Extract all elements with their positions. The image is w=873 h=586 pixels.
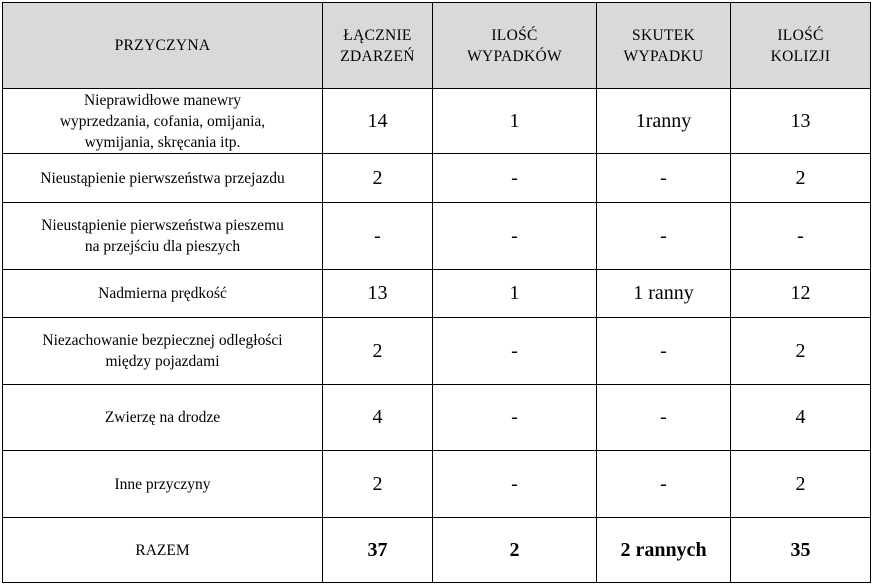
total-events-cell: 2 — [323, 451, 433, 518]
collisions-cell: 13 — [731, 89, 871, 154]
collisions-cell: 2 — [731, 318, 871, 385]
header-accidents: ILOŚĆ WYPADKÓW — [433, 3, 597, 89]
collisions-cell: 12 — [731, 270, 871, 318]
header-effect: SKUTEK WYPADKU — [597, 3, 731, 89]
table-row — [3, 385, 871, 451]
table-row — [3, 318, 871, 385]
accidents-cell: 1 — [433, 89, 597, 154]
header-cause: PRZYCZYNA — [3, 3, 323, 89]
total-events-cell: 14 — [323, 89, 433, 154]
cause-cell: Nadmierna prędkość — [3, 270, 323, 318]
cause-cell: Nieprawidłowe manewry wyprzedzania, cofania, omijania, wymijania, skręcania itp. — [3, 89, 323, 154]
totals-effect-cell: 2 rannych — [597, 518, 731, 583]
collisions-cell: 2 — [731, 154, 871, 203]
collisions-cell: 2 — [731, 451, 871, 518]
effect-cell: - — [597, 154, 731, 203]
cause-cell: Niezachowanie bezpiecznej odległości między pojazdami — [3, 318, 323, 385]
table-row — [3, 270, 871, 318]
header-row — [3, 3, 871, 89]
collisions-cell: - — [731, 203, 871, 270]
cause-cell: Inne przyczyny — [3, 451, 323, 518]
totals-label: RAZEM — [3, 518, 323, 583]
total-events-cell: 2 — [323, 318, 433, 385]
header-collisions: ILOŚĆ KOLIZJI — [731, 3, 871, 89]
accidents-cell: - — [433, 154, 597, 203]
totals-row — [3, 518, 871, 583]
accidents-cell: - — [433, 385, 597, 451]
accidents-cell: - — [433, 451, 597, 518]
cause-cell: Nieustąpienie pierwszeństwa pieszemu na przejściu dla pieszych — [3, 203, 323, 270]
table-row — [3, 89, 871, 154]
cause-cell: Zwierzę na drodze — [3, 385, 323, 451]
cause-cell: Nieustąpienie pierwszeństwa przejazdu — [3, 154, 323, 203]
total-events-cell: - — [323, 203, 433, 270]
header-total-events: ŁĄCZNIE ZDARZEŃ — [323, 3, 433, 89]
totals-collisions-cell: 35 — [731, 518, 871, 583]
accidents-cell: - — [433, 203, 597, 270]
collisions-cell: 4 — [731, 385, 871, 451]
effect-cell: 1ranny — [597, 89, 731, 154]
effect-cell: - — [597, 318, 731, 385]
table-row — [3, 154, 871, 203]
accidents-cell: 1 — [433, 270, 597, 318]
table-row — [3, 451, 871, 518]
totals-events-cell: 37 — [323, 518, 433, 583]
accidents-cell: - — [433, 318, 597, 385]
total-events-cell: 4 — [323, 385, 433, 451]
total-events-cell: 13 — [323, 270, 433, 318]
effect-cell: - — [597, 451, 731, 518]
table-row — [3, 203, 871, 270]
accident-causes-table — [2, 2, 871, 583]
effect-cell: - — [597, 385, 731, 451]
effect-cell: 1 ranny — [597, 270, 731, 318]
effect-cell: - — [597, 203, 731, 270]
totals-accidents-cell: 2 — [433, 518, 597, 583]
total-events-cell: 2 — [323, 154, 433, 203]
